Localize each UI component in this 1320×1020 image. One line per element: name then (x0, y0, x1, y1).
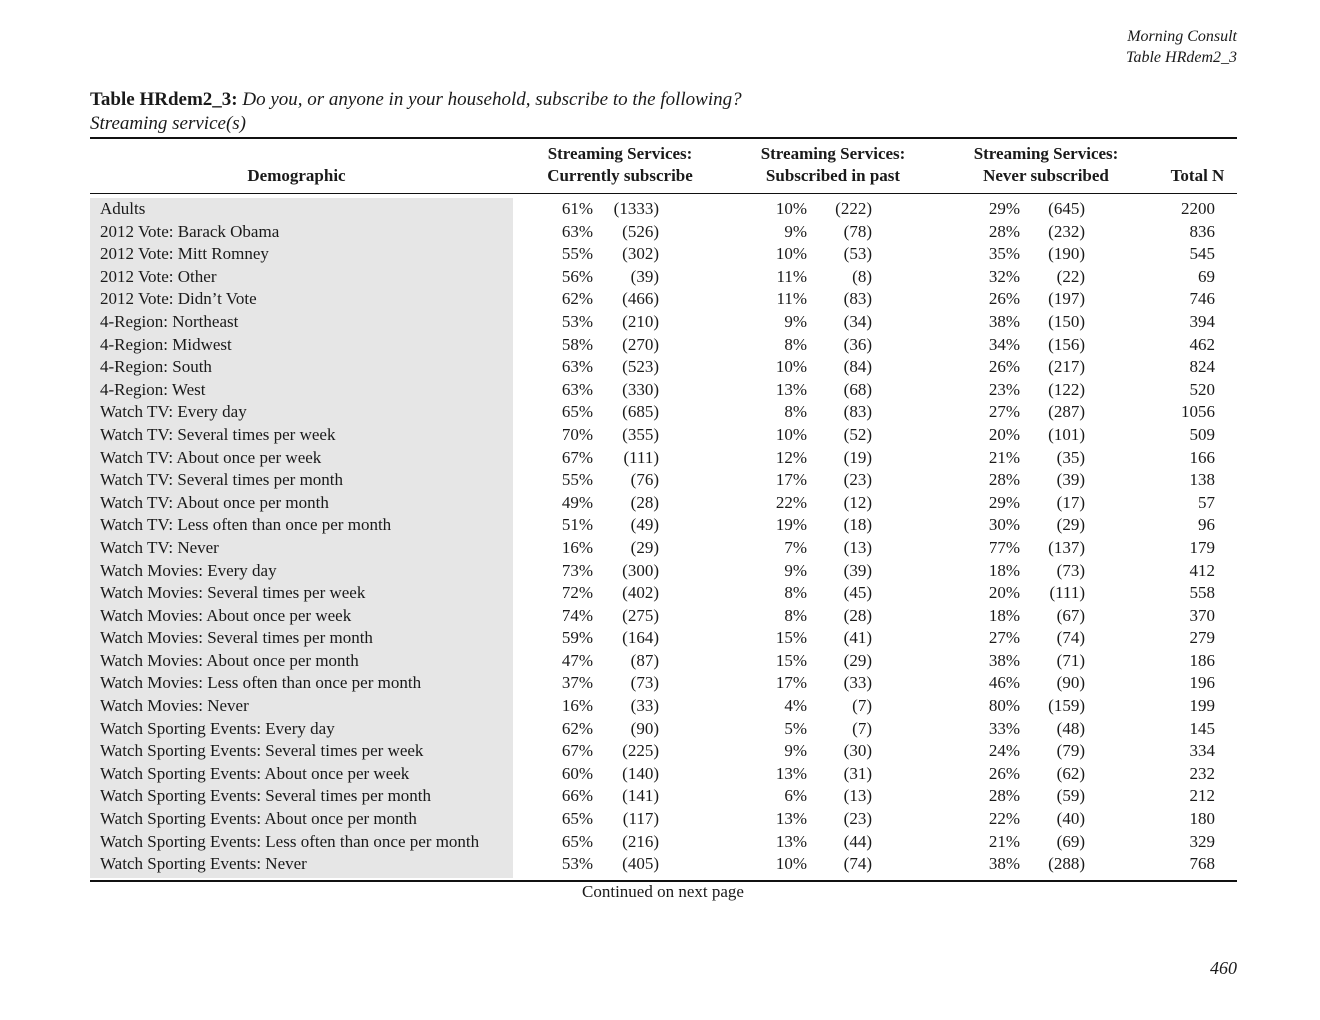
past-pct: 6% (784, 786, 807, 806)
total-n: 768 (1189, 854, 1215, 874)
past-n: (83) (843, 402, 872, 422)
never-pct: 26% (988, 289, 1020, 309)
currently-n: (685) (622, 402, 659, 422)
past-pct: 13% (775, 831, 807, 851)
past-pct: 10% (775, 357, 807, 377)
past-pct: 13% (775, 809, 807, 829)
past-n: (74) (843, 854, 872, 874)
past-pct: 10% (775, 199, 807, 218)
past-n: (83) (843, 289, 872, 309)
total-n: 412 (1189, 560, 1215, 580)
past-n: (44) (843, 831, 872, 851)
never-pct: 32% (988, 266, 1020, 286)
never-pct: 21% (988, 447, 1020, 467)
currently-n: (140) (622, 763, 659, 783)
currently-pct: 74% (561, 605, 593, 625)
past-pct: 9% (784, 741, 807, 761)
table-row (90, 288, 1237, 311)
currently-n: (73) (630, 673, 659, 693)
table-row (90, 221, 1237, 244)
currently-n: (216) (622, 831, 659, 851)
never-pct: 23% (988, 379, 1020, 399)
past-pct: 7% (784, 537, 807, 557)
col-header-demographic: Demographic (247, 166, 346, 185)
past-pct: 8% (784, 605, 807, 625)
past-pct: 15% (775, 650, 807, 670)
past-pct: 11% (776, 289, 807, 309)
table-row (90, 650, 1237, 673)
currently-n: (28) (630, 492, 659, 512)
total-n: 462 (1189, 334, 1215, 354)
currently-pct: 65% (561, 402, 593, 422)
total-n: 824 (1189, 357, 1215, 377)
past-n: (36) (843, 334, 872, 354)
row-label: Watch Sporting Events: About once per month (100, 809, 417, 829)
past-pct: 10% (775, 424, 807, 444)
row-label: Watch Sporting Events: Every day (100, 718, 335, 738)
never-n: (232) (1048, 221, 1085, 241)
continued-note: Continued on next page (582, 882, 744, 901)
currently-pct: 62% (561, 718, 593, 738)
past-n: (33) (843, 673, 872, 693)
currently-pct: 66% (561, 786, 593, 806)
never-n: (67) (1056, 605, 1085, 625)
row-label: 4-Region: Northeast (100, 311, 239, 331)
table-row (90, 627, 1237, 650)
never-n: (101) (1048, 424, 1085, 444)
row-label: Watch Movies: Several times per month (100, 628, 373, 648)
currently-pct: 63% (561, 221, 593, 241)
never-pct: 28% (988, 470, 1020, 490)
currently-pct: 51% (561, 515, 593, 535)
table-row (90, 537, 1237, 560)
currently-n: (466) (622, 289, 659, 309)
past-n: (78) (843, 221, 872, 241)
col-header-currently: Streaming Services: Currently subscribe (547, 144, 693, 185)
never-pct: 77% (988, 537, 1020, 557)
currently-pct: 37% (561, 673, 593, 693)
past-n: (84) (843, 357, 872, 377)
past-n: (19) (843, 447, 872, 467)
table-label: Table HRdem2_3: (90, 89, 238, 110)
total-n: 232 (1189, 763, 1215, 783)
past-n: (18) (843, 515, 872, 535)
table-subtitle: Streaming service(s) (90, 113, 246, 134)
currently-n: (210) (622, 311, 659, 331)
currently-n: (87) (630, 650, 659, 670)
never-n: (122) (1048, 379, 1085, 399)
table-title (90, 88, 742, 136)
row-label: Watch Sporting Events: Never (100, 854, 307, 874)
never-n: (74) (1056, 628, 1085, 648)
total-n: 746 (1189, 289, 1215, 309)
past-pct: 9% (784, 311, 807, 331)
row-label: Watch Movies: Several times per week (100, 583, 366, 603)
never-pct: 29% (988, 492, 1020, 512)
never-n: (90) (1056, 673, 1085, 693)
currently-pct: 67% (561, 447, 593, 467)
total-n: 199 (1189, 696, 1215, 716)
never-n: (111) (1049, 583, 1085, 603)
currently-n: (164) (622, 628, 659, 648)
never-pct: 38% (988, 311, 1020, 331)
never-pct: 18% (988, 605, 1020, 625)
total-n: 166 (1189, 447, 1215, 467)
currently-n: (526) (622, 221, 659, 241)
currently-pct: 70% (561, 424, 593, 444)
currently-n: (523) (622, 357, 659, 377)
currently-pct: 55% (561, 244, 593, 264)
table-row (90, 582, 1237, 605)
never-n: (17) (1056, 492, 1085, 512)
past-pct: 13% (775, 379, 807, 399)
never-pct: 28% (988, 786, 1020, 806)
currently-n: (111) (623, 447, 659, 467)
table-row (90, 740, 1237, 763)
past-pct: 15% (775, 628, 807, 648)
never-n: (645) (1048, 199, 1085, 218)
total-n: 279 (1189, 628, 1215, 648)
past-n: (41) (843, 628, 872, 648)
currently-pct: 61% (561, 199, 593, 218)
past-n: (23) (843, 470, 872, 490)
currently-n: (117) (622, 809, 659, 829)
never-pct: 33% (988, 718, 1020, 738)
never-pct: 27% (988, 628, 1020, 648)
table-row (90, 560, 1237, 583)
currently-n: (275) (622, 605, 659, 625)
total-n: 145 (1189, 718, 1215, 738)
table-question: Do you, or anyone in your household, subscribe to the following? (242, 89, 742, 110)
row-label: Watch Sporting Events: Several times per month (100, 786, 432, 806)
currently-pct: 65% (561, 809, 593, 829)
table-body (90, 198, 1237, 876)
never-pct: 29% (988, 199, 1020, 218)
row-label: Watch Sporting Events: About once per week (100, 763, 410, 783)
total-n: 394 (1189, 311, 1215, 331)
table-row (90, 334, 1237, 357)
row-label: Watch TV: Every day (100, 402, 247, 422)
table-row (90, 356, 1237, 379)
total-n: 2200 (1181, 199, 1215, 218)
past-pct: 22% (775, 492, 807, 512)
past-n: (34) (843, 311, 872, 331)
past-pct: 17% (775, 470, 807, 490)
never-pct: 46% (988, 673, 1020, 693)
total-n: 69 (1198, 266, 1215, 286)
row-label: 4-Region: Midwest (100, 334, 232, 354)
total-n: 186 (1189, 650, 1215, 670)
past-pct: 4% (784, 696, 807, 716)
table-row (90, 447, 1237, 470)
table-row (90, 853, 1237, 876)
currently-pct: 62% (561, 289, 593, 309)
past-n: (45) (843, 583, 872, 603)
past-pct: 9% (784, 221, 807, 241)
table-row (90, 492, 1237, 515)
currently-pct: 67% (561, 741, 593, 761)
never-n: (137) (1048, 537, 1085, 557)
past-n: (7) (852, 718, 872, 738)
never-pct: 26% (988, 763, 1020, 783)
never-n: (79) (1056, 741, 1085, 761)
total-n: 545 (1189, 244, 1215, 264)
past-pct: 10% (775, 854, 807, 874)
never-n: (156) (1048, 334, 1085, 354)
col-header-never: Streaming Services: Never subscribed (973, 144, 1119, 185)
header-rule (90, 193, 1237, 194)
past-pct: 12% (775, 447, 807, 467)
table-row (90, 763, 1237, 786)
table-id: Table HRdem2_3 (1126, 49, 1237, 66)
never-pct: 27% (988, 402, 1020, 422)
past-n: (13) (843, 537, 872, 557)
currently-n: (355) (622, 424, 659, 444)
never-n: (287) (1048, 402, 1085, 422)
past-n: (23) (843, 809, 872, 829)
total-n: 334 (1189, 741, 1215, 761)
past-pct: 17% (775, 673, 807, 693)
row-label: 2012 Vote: Other (100, 266, 217, 286)
table-row (90, 514, 1237, 537)
currently-pct: 73% (561, 560, 593, 580)
past-pct: 19% (775, 515, 807, 535)
never-pct: 18% (988, 560, 1020, 580)
table-row (90, 831, 1237, 854)
currently-pct: 58% (561, 334, 593, 354)
currently-n: (300) (622, 560, 659, 580)
never-pct: 38% (988, 650, 1020, 670)
total-n: 196 (1189, 673, 1215, 693)
total-n: 329 (1189, 831, 1215, 851)
row-label: 2012 Vote: Didn’t Vote (100, 289, 257, 309)
never-n: (190) (1048, 244, 1085, 264)
past-pct: 10% (775, 244, 807, 264)
row-label: Watch TV: Never (100, 537, 219, 557)
past-n: (222) (835, 199, 872, 218)
currently-n: (33) (630, 696, 659, 716)
table-row (90, 785, 1237, 808)
table-row (90, 266, 1237, 289)
row-label: Watch TV: Several times per week (100, 424, 336, 444)
never-n: (29) (1056, 515, 1085, 535)
table-row (90, 469, 1237, 492)
past-n: (8) (852, 266, 872, 286)
past-n: (39) (843, 560, 872, 580)
never-n: (69) (1056, 831, 1085, 851)
source-name: Morning Consult (1127, 28, 1237, 45)
currently-n: (330) (622, 379, 659, 399)
row-label: 2012 Vote: Barack Obama (100, 221, 280, 241)
row-label: Watch Movies: About once per week (100, 605, 352, 625)
currently-pct: 16% (561, 696, 593, 716)
past-n: (29) (843, 650, 872, 670)
row-label: Watch Movies: Never (100, 696, 249, 716)
past-pct: 5% (784, 718, 807, 738)
table-row (90, 401, 1237, 424)
currently-n: (76) (630, 470, 659, 490)
table-row (90, 243, 1237, 266)
table-row (90, 379, 1237, 402)
never-pct: 28% (988, 221, 1020, 241)
currently-pct: 49% (561, 492, 593, 512)
never-pct: 38% (988, 854, 1020, 874)
table-row (90, 311, 1237, 334)
row-label: Watch Movies: About once per month (100, 650, 359, 670)
never-n: (48) (1056, 718, 1085, 738)
never-n: (40) (1056, 809, 1085, 829)
currently-n: (225) (622, 741, 659, 761)
top-rule (90, 137, 1237, 139)
table-row (90, 672, 1237, 695)
row-label: Watch Movies: Less often than once per month (100, 673, 422, 693)
never-pct: 24% (988, 741, 1020, 761)
currently-pct: 53% (561, 854, 593, 874)
total-n: 370 (1189, 605, 1215, 625)
past-n: (52) (843, 424, 872, 444)
never-pct: 30% (988, 515, 1020, 535)
table-row (90, 808, 1237, 831)
past-n: (53) (843, 244, 872, 264)
never-pct: 22% (988, 809, 1020, 829)
never-pct: 21% (988, 831, 1020, 851)
currently-pct: 63% (561, 379, 593, 399)
currently-n: (90) (630, 718, 659, 738)
currently-pct: 63% (561, 357, 593, 377)
never-pct: 20% (988, 424, 1020, 444)
currently-pct: 72% (561, 583, 593, 603)
never-n: (197) (1048, 289, 1085, 309)
row-label: 4-Region: South (100, 357, 212, 377)
never-pct: 34% (988, 334, 1020, 354)
currently-pct: 55% (561, 470, 593, 490)
never-n: (71) (1056, 650, 1085, 670)
total-n: 1056 (1181, 402, 1215, 422)
total-n: 179 (1189, 537, 1215, 557)
currently-pct: 65% (561, 831, 593, 851)
never-pct: 20% (988, 583, 1020, 603)
currently-pct: 53% (561, 311, 593, 331)
never-n: (39) (1056, 470, 1085, 490)
currently-pct: 16% (561, 537, 593, 557)
currently-n: (39) (630, 266, 659, 286)
never-n: (288) (1048, 854, 1085, 874)
row-label: 2012 Vote: Mitt Romney (100, 244, 269, 264)
total-n: 520 (1189, 379, 1215, 399)
never-n: (59) (1056, 786, 1085, 806)
never-n: (73) (1056, 560, 1085, 580)
past-n: (31) (843, 763, 872, 783)
never-n: (217) (1048, 357, 1085, 377)
currently-pct: 56% (561, 266, 593, 286)
never-n: (35) (1056, 447, 1085, 467)
currently-n: (405) (622, 854, 659, 874)
row-label: Watch TV: About once per week (100, 447, 322, 467)
total-n: 509 (1189, 424, 1215, 444)
row-label: Watch TV: About once per month (100, 492, 329, 512)
past-pct: 8% (784, 334, 807, 354)
row-label: Watch Sporting Events: Less often than once per month (100, 831, 480, 851)
past-n: (12) (843, 492, 872, 512)
never-pct: 80% (988, 696, 1020, 716)
currently-n: (49) (630, 515, 659, 535)
never-n: (159) (1048, 696, 1085, 716)
past-pct: 9% (784, 560, 807, 580)
currently-n: (1333) (613, 199, 659, 218)
total-n: 558 (1189, 583, 1215, 603)
currently-pct: 60% (561, 763, 593, 783)
currently-n: (270) (622, 334, 659, 354)
past-n: (7) (852, 696, 872, 716)
past-pct: 8% (784, 583, 807, 603)
never-n: (150) (1048, 311, 1085, 331)
currently-n: (402) (622, 583, 659, 603)
page-number: 460 (1210, 958, 1237, 978)
row-label: Watch TV: Less often than once per month (100, 515, 392, 535)
never-n: (62) (1056, 763, 1085, 783)
past-n: (13) (843, 786, 872, 806)
total-n: 96 (1198, 515, 1215, 535)
past-n: (68) (843, 379, 872, 399)
table-row (90, 605, 1237, 628)
table-row (90, 424, 1237, 447)
currently-n: (29) (630, 537, 659, 557)
col-header-past: Streaming Services: Subscribed in past (760, 144, 906, 185)
row-label: 4-Region: West (100, 379, 206, 399)
row-label: Adults (100, 199, 146, 218)
row-label: Watch Movies: Every day (100, 560, 277, 580)
currently-n: (141) (622, 786, 659, 806)
past-n: (30) (843, 741, 872, 761)
past-pct: 11% (776, 266, 807, 286)
past-n: (28) (843, 605, 872, 625)
page-header (1126, 26, 1237, 68)
table-row (90, 718, 1237, 741)
row-label: Watch TV: Several times per month (100, 470, 344, 490)
currently-n: (302) (622, 244, 659, 264)
col-header-total: Total N (1170, 166, 1225, 185)
total-n: 212 (1189, 786, 1215, 806)
currently-pct: 59% (561, 628, 593, 648)
total-n: 57 (1198, 492, 1215, 512)
never-pct: 35% (988, 244, 1020, 264)
never-n: (22) (1056, 266, 1085, 286)
past-pct: 13% (775, 763, 807, 783)
row-label: Watch Sporting Events: Several times per week (100, 741, 424, 761)
table-row (90, 695, 1237, 718)
total-n: 836 (1189, 221, 1215, 241)
table-row (90, 198, 1237, 221)
currently-pct: 47% (561, 650, 593, 670)
total-n: 138 (1189, 470, 1215, 490)
total-n: 180 (1189, 809, 1215, 829)
past-pct: 8% (784, 402, 807, 422)
never-pct: 26% (988, 357, 1020, 377)
